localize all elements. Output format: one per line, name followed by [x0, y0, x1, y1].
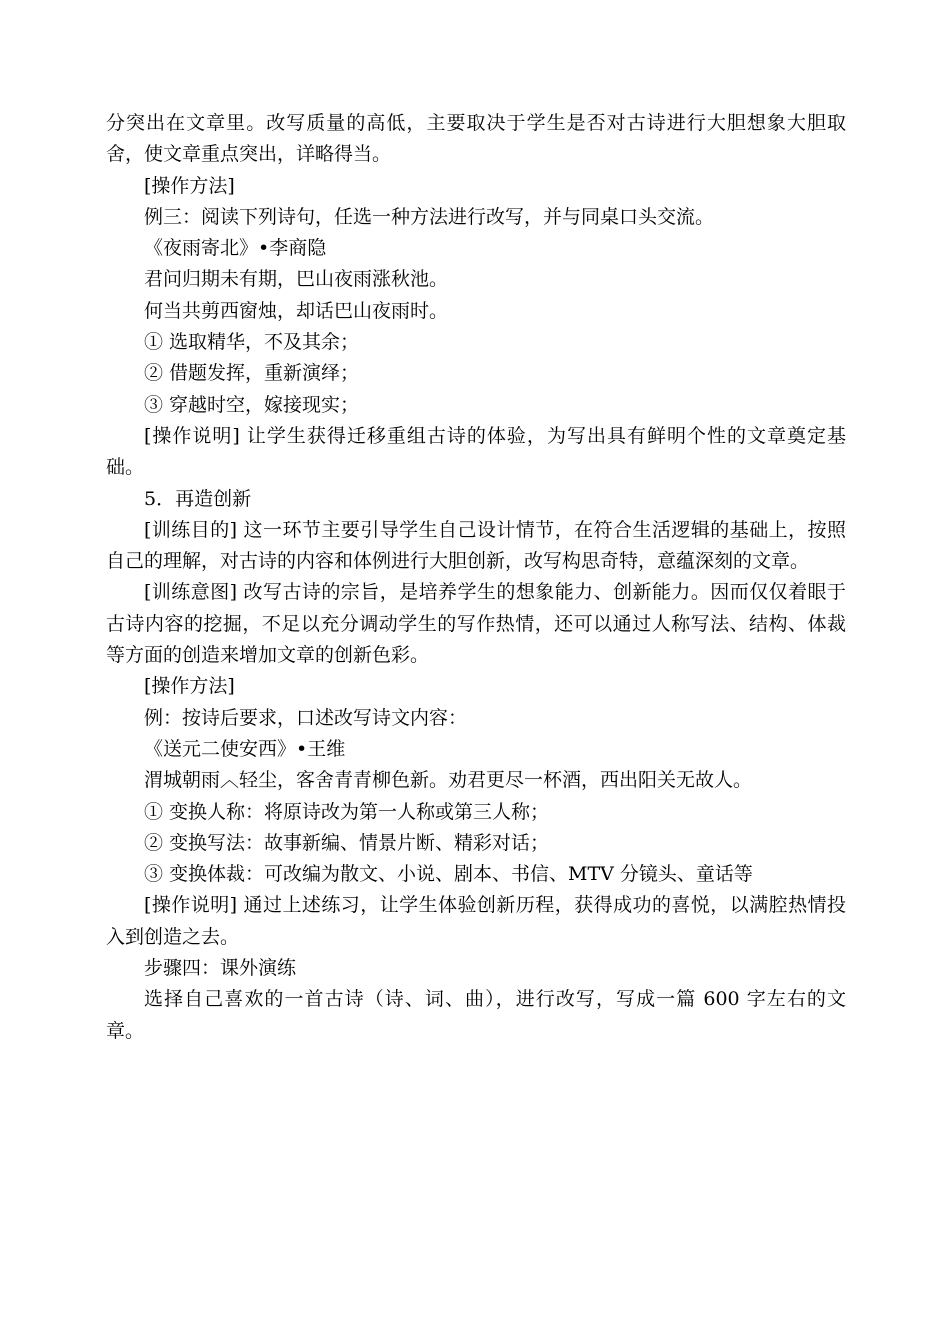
transform-option-1: ① 变换人称：将原诗改为第一人称或第三人称； [144, 800, 550, 823]
poem-line-2: 何当共剪西窗烛，却话巴山夜雨时。 [144, 299, 449, 322]
section-heading-method-2: [操作方法] [144, 675, 235, 698]
training-purpose: [训练目的] 这一环节主要引导学生自己设计情节，在符合生活逻辑的基础上，按照自己的理解，对古诗的内容和体例进行大胆创新，改写构思奇特，意蕴深刻的文章。 [106, 518, 846, 573]
method-option-1: ① 选取精华，不及其余； [144, 331, 360, 354]
method-option-2: ② 借题发挥，重新演绎； [144, 362, 360, 385]
poem-full-text: 渭城朝雨︿轻尘，客舍青青柳色新。劝君更尽一杯酒，西出阳关无故人。 [144, 769, 753, 792]
training-intent: [训练意图] 改写古诗的宗旨，是培养学生的想象能力、创新能力。因而仅仅着眼于古诗内容的挖掘，不足以充分调动学生的写作热情，还可以通过人称写法、结构、体裁等方面的创造来增加文章的创新色彩。 [106, 581, 846, 667]
poem-title-yeyu-jibei: 《夜雨寄北》•李商隐 [144, 237, 327, 260]
method-option-3: ③ 穿越时空，嫁接现实； [144, 393, 360, 416]
operation-note: [操作说明] 让学生获得迁移重组古诗的体验，为写出具有鲜明个性的文章奠定基础。 [106, 424, 846, 479]
example-instruction: 例：按诗后要求，口述改写诗文内容： [144, 706, 468, 729]
document-body [106, 108, 846, 1047]
poem-title-song-yuaner: 《送元二使安西》•王维 [144, 737, 346, 760]
step-four-heading: 步骤四：课外演练 [144, 957, 297, 980]
transform-option-2: ② 变换写法：故事新编、情景片断、精彩对话； [144, 831, 550, 854]
operation-note-2: [操作说明] 通过上述练习，让学生体验创新历程，获得成功的喜悦，以满腔热情投入到创造之去。 [106, 894, 846, 948]
transform-option-3: ③ 变换体裁：可改编为散文、小说、剧本、书信、MTV 分镜头、童话等 [144, 863, 753, 886]
example-three-instruction: 例三：阅读下列诗句，任选一种方法进行改写，并与同桌口头交流。 [144, 205, 715, 228]
poem-line-1: 君问归期未有期，巴山夜雨涨秋池。 [144, 268, 449, 291]
section-heading-method: [操作方法] [144, 174, 235, 197]
section-heading-recreate: 5．再造创新 [144, 487, 252, 510]
homework-assignment: 选择自己喜欢的一首古诗（诗、词、曲），进行改写，写成一篇 600 字左右的文章。 [106, 988, 846, 1042]
paragraph-continuation: 分突出在文章里。改写质量的高低，主要取决于学生是否对古诗进行大胆想象大胆取舍，使文章重点突出，详略得当。 [106, 112, 846, 166]
